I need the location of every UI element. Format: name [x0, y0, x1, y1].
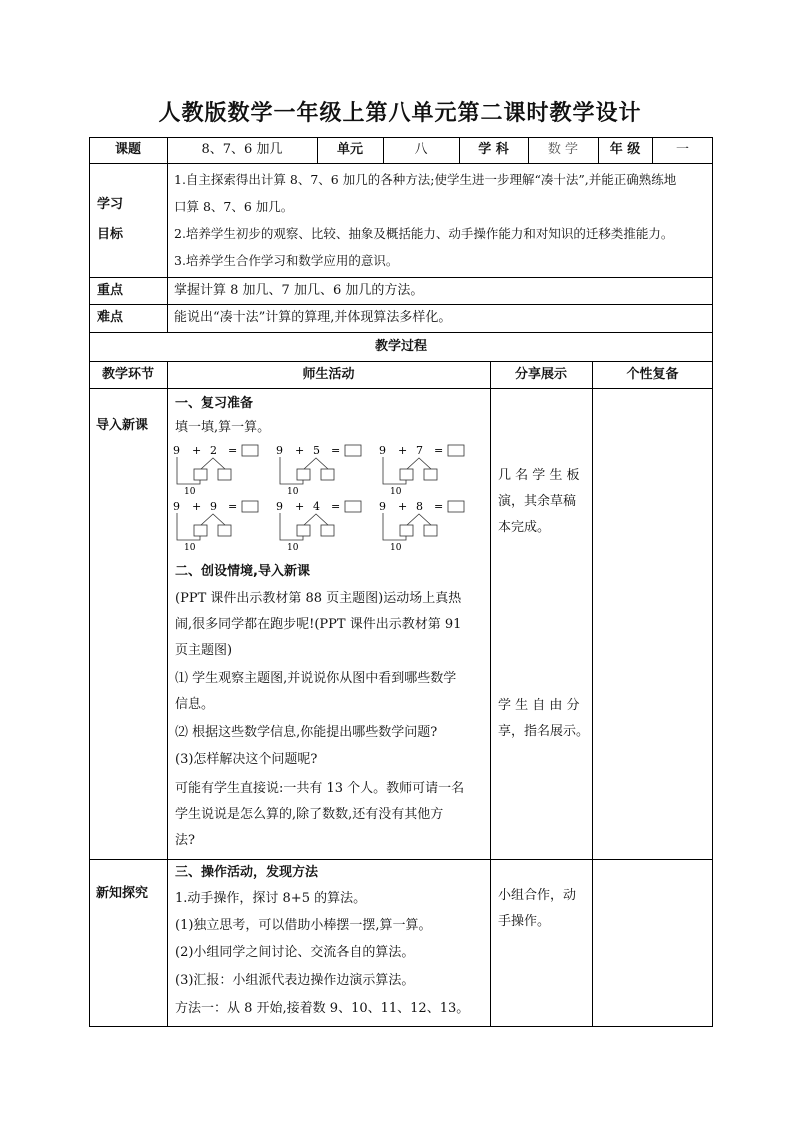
equals-sign: = [331, 444, 341, 457]
equals-sign: = [228, 444, 238, 457]
exercise-diagram [276, 444, 361, 497]
exercise-diagram [379, 444, 464, 497]
answer-box [242, 501, 258, 512]
intro-q1b: 信息。 [175, 697, 215, 712]
intro-p4b: 学生说说是怎么算的,除了数数,还有没有其他方 [175, 807, 444, 822]
section3-title: 三、操作活动，发现方法 [175, 865, 319, 880]
subject-label: 学 科 [478, 142, 509, 157]
answer-box [345, 501, 361, 512]
addend-b: 5 [313, 444, 320, 457]
col-stage-header: 教学环节 [101, 367, 154, 382]
intro-p4a: 可能有学生直接说:一共有 13 个人。教师可请一名 [175, 781, 465, 796]
split-box-right [424, 525, 437, 536]
split-box-right [218, 525, 231, 536]
exercise-diagram [173, 444, 258, 497]
plus-sign: + [398, 500, 408, 513]
intro-q1a: ⑴ 学生观察主题图,并说说你从图中看到哪些数学 [175, 671, 457, 686]
split-box-left [400, 469, 413, 480]
explore-l3: (2)小组同学之间讨论、交流各自的算法。 [175, 945, 415, 960]
grade-label: 年 级 [609, 142, 641, 157]
split-lines [304, 514, 328, 525]
split-lines [201, 514, 225, 525]
fill-prompt: 填一填,算一算。 [175, 420, 271, 435]
equals-sign: = [434, 500, 444, 513]
unit-value: 八 [414, 142, 428, 157]
plus-sign: + [295, 444, 305, 457]
intro-p3: 页主题图) [175, 643, 233, 658]
exercise-diagram [173, 500, 258, 553]
split-box-right [424, 469, 437, 480]
split-box-right [321, 469, 334, 480]
addend-a: 9 [276, 500, 283, 513]
split-box-left [194, 469, 207, 480]
split-lines [407, 458, 431, 469]
exercise-diagram [276, 500, 361, 553]
row-divider [89, 388, 713, 389]
key-value: 掌握计算 8 加几、7 加几、6 加几的方法。 [174, 283, 424, 298]
explore-l4: (3)汇报：小组派代表边操作边演示算法。 [175, 973, 415, 988]
intro-stage: 导入新课 [96, 418, 149, 433]
section2-title: 二、创设情境,导入新课 [175, 564, 310, 579]
answer-box [448, 445, 464, 456]
explore-stage: 新知探究 [96, 886, 149, 901]
goal-2: 2.培养学生初步的观察、比较、抽象及概括能力、动手操作能力和对知识的迁移类推能力。 [174, 226, 674, 241]
equals-sign: = [331, 500, 341, 513]
split-box-right [218, 469, 231, 480]
ten-label: 10 [287, 543, 299, 553]
intro-share-2a: 学 生 自 由 分 [498, 698, 580, 713]
plus-sign: + [295, 500, 305, 513]
addend-b: 2 [210, 444, 217, 457]
row-divider [89, 304, 713, 305]
goals-label-1: 学习 [97, 197, 124, 212]
intro-share-1a: 几 名 学 生 板 [498, 468, 580, 483]
col-divider [167, 361, 168, 1027]
split-box-right [321, 525, 334, 536]
addend-a: 9 [173, 444, 180, 457]
process-heading: 教学过程 [374, 339, 427, 354]
row-divider [89, 332, 713, 333]
row-divider [89, 361, 713, 362]
intro-share-1c: 本完成。 [498, 520, 551, 535]
subject-value: 数 学 [547, 142, 579, 157]
col-divider [592, 361, 593, 1027]
exercise-diagrams [170, 441, 490, 554]
grade-value: 一 [675, 142, 689, 157]
topic-value: 8、7、6 加几 [201, 142, 283, 157]
answer-box [345, 445, 361, 456]
split-lines [201, 458, 225, 469]
explore-l5: 方法一：从 8 开始,接着数 9、10、11、12、13。 [175, 1001, 470, 1016]
ten-label: 10 [390, 543, 402, 553]
split-box-left [297, 469, 310, 480]
plus-sign: + [192, 444, 202, 457]
ten-label: 10 [184, 543, 196, 553]
goals-label-2: 目标 [97, 227, 124, 242]
equals-sign: = [228, 500, 238, 513]
addend-b: 7 [416, 444, 423, 457]
topic-label: 课题 [114, 142, 141, 157]
explore-share-b: 手操作。 [498, 914, 551, 929]
answer-box [242, 445, 258, 456]
row-divider [89, 277, 713, 278]
addend-b: 8 [416, 500, 423, 513]
intro-q2: ⑵ 根据这些数学信息,你能提出哪些数学问题? [175, 725, 438, 740]
intro-share-2b: 享，指名展示。 [498, 724, 590, 739]
split-lines [304, 458, 328, 469]
col-divider [490, 361, 491, 1027]
explore-l1: 1.动手操作，探讨 8+5 的算法。 [175, 891, 367, 906]
section1-title: 一、复习准备 [175, 396, 254, 411]
addend-b: 4 [313, 500, 320, 513]
equals-sign: = [434, 444, 444, 457]
addend-b: 9 [210, 500, 217, 513]
exercise-diagram [379, 500, 464, 553]
row-divider [89, 163, 713, 164]
goal-1b: 口算 8、7、6 加几。 [174, 199, 294, 214]
explore-l2: (1)独立思考，可以借助小棒摆一摆,算一算。 [175, 918, 432, 933]
unit-label: 单元 [336, 142, 363, 157]
plus-sign: + [398, 444, 408, 457]
goal-3: 3.培养学生合作学习和数学应用的意识。 [174, 253, 399, 268]
intro-p1: (PPT 课件出示教材第 88 页主题图)运动场上真热 [175, 591, 462, 606]
split-lines [407, 514, 431, 525]
intro-share-1b: 演，其余草稿 [498, 494, 577, 509]
split-box-left [297, 525, 310, 536]
split-box-left [194, 525, 207, 536]
answer-box [448, 501, 464, 512]
document-title: 人教版数学一年级上第八单元第二课时教学设计 [158, 100, 642, 126]
col-divider [167, 137, 168, 332]
difficulty-value: 能说出“凑十法”计算的算理,并体现算法多样化。 [174, 310, 452, 325]
col-review-header: 个性复备 [626, 367, 679, 382]
addend-a: 9 [379, 500, 386, 513]
col-activity-header: 师生活动 [302, 367, 355, 382]
key-label: 重点 [97, 283, 124, 298]
ten-label: 10 [184, 487, 196, 497]
intro-p2: 闹,很多同学都在跑步呢!(PPT 课件出示教材第 91 [175, 617, 462, 632]
ten-label: 10 [287, 487, 299, 497]
addend-a: 9 [379, 444, 386, 457]
col-share-header: 分享展示 [514, 367, 567, 382]
intro-p4c: 法? [175, 833, 195, 848]
intro-q3: (3)怎样解决这个问题呢? [175, 752, 318, 767]
explore-share-a: 小组合作，动 [498, 888, 577, 903]
addend-a: 9 [276, 444, 283, 457]
split-box-left [400, 525, 413, 536]
goal-1a: 1.自主探索得出计算 8、7、6 加几的各种方法;使学生进一步理解“凑十法”,并能正确熟练地 [174, 172, 677, 187]
plus-sign: + [192, 500, 202, 513]
difficulty-label: 难点 [97, 310, 124, 325]
row-divider [89, 859, 713, 860]
ten-label: 10 [390, 487, 402, 497]
addend-a: 9 [173, 500, 180, 513]
